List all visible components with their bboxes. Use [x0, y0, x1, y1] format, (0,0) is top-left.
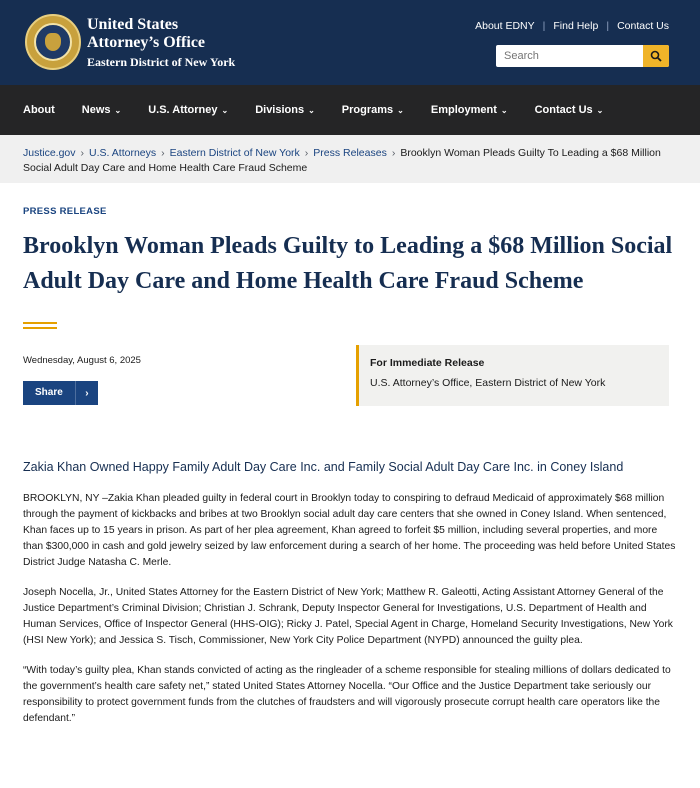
- nav-item-employment[interactable]: [431, 104, 508, 116]
- chevron-right-icon: ›: [85, 387, 89, 399]
- chevron-down-icon: ⌄: [308, 105, 315, 115]
- chevron-right-icon: ›: [304, 147, 309, 159]
- divider: |: [542, 20, 546, 32]
- article-meta: [23, 345, 677, 425]
- breadcrumb-current: Brooklyn Woman Pleads Guilty To Leading a $68 Million Social Adult Day Care and Home Health Care Fraud Scheme: [23, 147, 661, 174]
- article-paragraph: Joseph Nocella, Jr., United States Attorney for the Eastern District of New York; Matthew R. Galeotti, Acting Assistant Attorney General of the Justice Department’s Criminal Division; Christian J. Schrank, Deputy Inspector General for Investigations, U.S. Department of Health and Human Services, Office of Inspector General (HHS-OIG); Ricky J. Patel, Special Agent in Charge, Homeland Security Investigations, New York (HSI New York); and Jessica S. Tisch, Commissioner, New York City Police Department (NYPD) announced the guilty plea.: [23, 587, 673, 646]
- nav-item-divisions[interactable]: [255, 104, 315, 116]
- nav-item-us-attorney[interactable]: [148, 104, 228, 116]
- search-input[interactable]: [502, 45, 646, 67]
- title-divider: [23, 322, 57, 329]
- share-label: Share: [23, 381, 76, 405]
- chevron-down-icon: ⌄: [397, 105, 404, 115]
- release-info-box: [356, 345, 669, 406]
- nav-label: About: [23, 104, 55, 116]
- release-office: U.S. Attorney’s Office, Eastern District of New York: [370, 377, 606, 389]
- chevron-down-icon: ⌄: [221, 105, 229, 115]
- nav-item-contact-us[interactable]: [535, 104, 604, 116]
- share-button[interactable]: [23, 381, 98, 405]
- release-title: For Immediate Release: [370, 357, 485, 369]
- nav-label: News: [81, 104, 111, 116]
- utility-links: [467, 20, 669, 32]
- chevron-down-icon: ⌄: [500, 105, 508, 115]
- article-kicker: PRESS RELEASE: [23, 206, 107, 217]
- agency-line1: United States: [87, 16, 179, 33]
- page-title: Brooklyn Woman Pleads Guilty to Leading a $68 Million Social Adult Day Care and Home Health Care Fraud Scheme: [23, 233, 673, 294]
- site-name[interactable]: [87, 16, 235, 70]
- breadcrumb-link-us-attorneys[interactable]: U.S. Attorneys: [89, 147, 157, 159]
- nav-label: Divisions: [255, 104, 305, 116]
- article-paragraph: “With today’s guilty plea, Khan stands convicted of acting as the ringleader of a scheme responsible for stealing millions of dollars dedicated to the government’s health care safety net,” stated United States Attorney Nocella. “Our Office and the Justice Department take seriously our responsibility to protect government funds from the clutches of fraudsters and will vigorously prosecute corrupt health care operators like the defendant.”: [23, 665, 671, 724]
- search-icon: [650, 50, 662, 62]
- eagle-icon: [45, 33, 61, 51]
- util-link-find-help[interactable]: Find Help: [553, 20, 599, 32]
- breadcrumb: [0, 135, 700, 183]
- chevron-right-icon: ›: [161, 147, 165, 159]
- chevron-down-icon: ⌄: [114, 105, 122, 115]
- article-subtitle: Zakia Khan Owned Happy Family Adult Day Care Inc. and Family Social Adult Day Care Inc. in Coney Island: [23, 460, 624, 474]
- nav-item-news[interactable]: [82, 104, 121, 116]
- chevron-down-icon: ⌄: [596, 105, 604, 115]
- util-link-contact[interactable]: Contact Us: [617, 20, 669, 32]
- breadcrumb-link-press-releases[interactable]: Press Releases: [313, 147, 387, 159]
- nav-label: Contact Us: [534, 104, 593, 116]
- seal-center: [34, 23, 72, 61]
- site-header: [0, 0, 700, 85]
- nav-label: Employment: [430, 104, 497, 116]
- nav-label: Programs: [341, 104, 394, 116]
- search-box: [496, 45, 669, 67]
- nav-item-about[interactable]: [23, 104, 55, 116]
- util-link-about[interactable]: About EDNY: [475, 20, 535, 32]
- nav-item-programs[interactable]: [342, 104, 404, 116]
- agency-line2: Attorney’s Office: [87, 34, 206, 51]
- article-paragraph: BROOKLYN, NY –Zakia Khan pleaded guilty in federal court in Brooklyn today to conspiring to defraud Medicaid of approximately $68 million through the payment of kickbacks and bribes at two Brooklyn social adult day care centers that she owned in Coney Island. When sentenced, Khan faces up to 15 years in prison. As part of her plea agreement, Khan agreed to forfeit $5 million, including several properties, and more than $300,000 in cash and gold jewelry seized by law enforcement during a search of her home. The proceeding was held before United States District Judge Natasha C. Merle.: [23, 493, 676, 568]
- district-name: Eastern District of New York: [87, 55, 236, 69]
- publish-date: Wednesday, August 6, 2025: [23, 355, 141, 366]
- main-nav: [0, 85, 700, 135]
- breadcrumb-link-edny[interactable]: Eastern District of New York: [169, 147, 300, 159]
- article: [0, 206, 700, 727]
- chevron-right-icon: ›: [391, 147, 396, 159]
- chevron-right-icon: ›: [80, 147, 85, 159]
- search-button[interactable]: [643, 45, 669, 67]
- nav-label: U.S. Attorney: [148, 104, 218, 116]
- doj-seal-logo[interactable]: [25, 14, 81, 70]
- breadcrumb-link-justice-gov[interactable]: Justice.gov: [23, 147, 76, 159]
- divider: |: [606, 20, 610, 32]
